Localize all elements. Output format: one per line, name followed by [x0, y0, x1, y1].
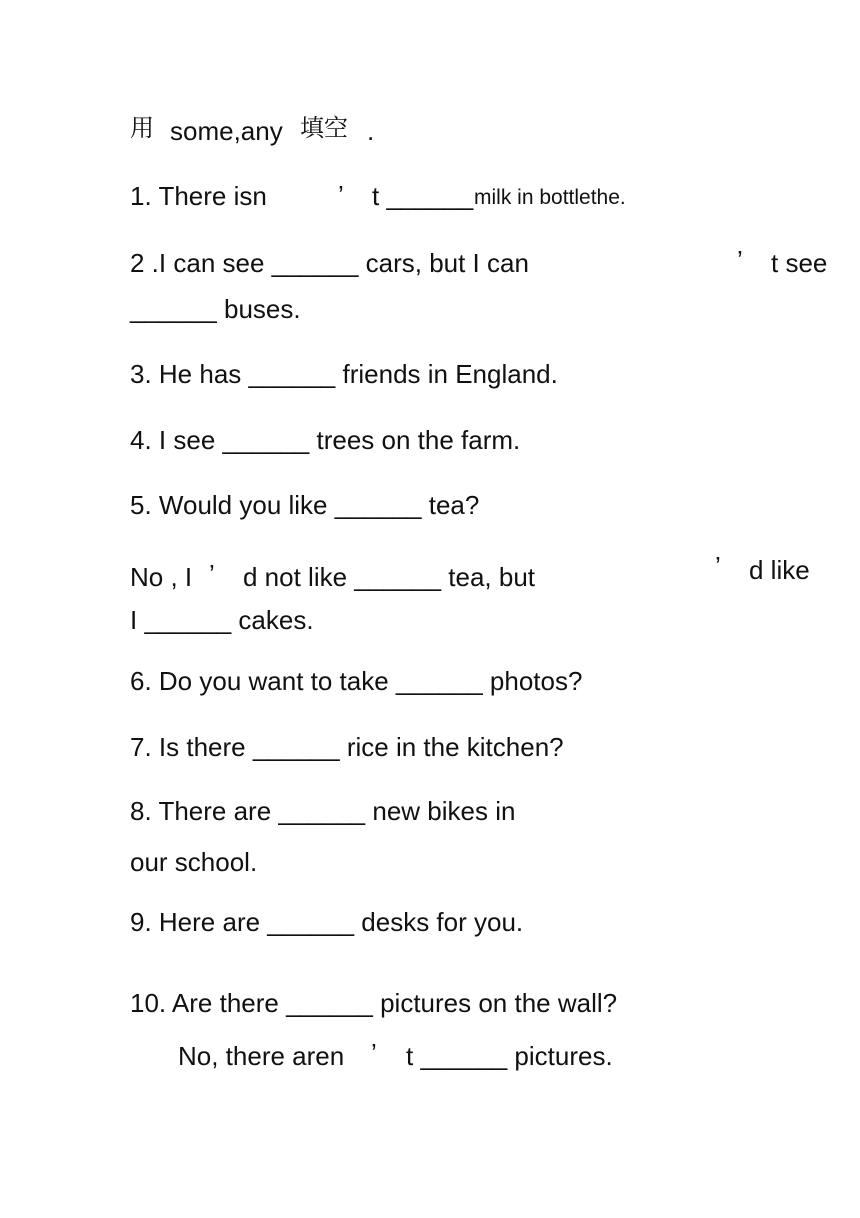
question-7-text: 7. Is there ______ rice in the kitchen? [130, 732, 564, 762]
question-8-line1: 8. There are ______ new bikes in [130, 796, 516, 826]
question-3-text: 3. He has ______ friends in England. [130, 359, 558, 389]
instruction-words: some,any [170, 116, 283, 146]
question-4-text: 4. I see ______ trees on the farm. [130, 425, 521, 455]
instruction-period: . [367, 116, 375, 146]
question-10-answer-end: t ______ pictures. [406, 1041, 613, 1071]
question-9-text: 9. Here are ______ desks for you. [130, 907, 524, 937]
instruction-suffix: 填空 [300, 114, 348, 142]
question-5-apostrophe-1: ’ [209, 559, 215, 589]
question-1-text: 1. There isn [130, 181, 267, 211]
question-2-apostrophe: ’ [737, 245, 743, 275]
question-1-end: milk in bottlethe. [474, 186, 626, 209]
question-1-blank: t ______ [372, 181, 474, 211]
question-6-text: 6. Do you want to take ______ photos? [130, 666, 583, 696]
question-5-answer-middle: d not like ______ tea, but [243, 562, 536, 592]
question-8-line2: our school. [130, 847, 258, 877]
question-10-apostrophe: ’ [371, 1038, 377, 1068]
question-2-line2: ______ buses. [130, 294, 301, 324]
instruction-prefix: 用 [130, 114, 154, 142]
question-5-answer-line2: I ______ cakes. [130, 605, 314, 635]
question-5-answer-end: d like [749, 555, 810, 585]
question-10-answer-start: No, there aren [178, 1041, 345, 1071]
question-5-apostrophe-2: ’ [715, 551, 721, 581]
question-1-apostrophe: ’ [338, 180, 344, 210]
question-2-text: 2 .I can see ______ cars, but I can [130, 248, 529, 278]
question-2-end: t see [771, 248, 828, 278]
question-10-text: 10. Are there ______ pictures on the wall? [130, 988, 618, 1018]
question-5-answer-start: No , I [130, 562, 193, 592]
question-5-text: 5. Would you like ______ tea? [130, 490, 480, 520]
